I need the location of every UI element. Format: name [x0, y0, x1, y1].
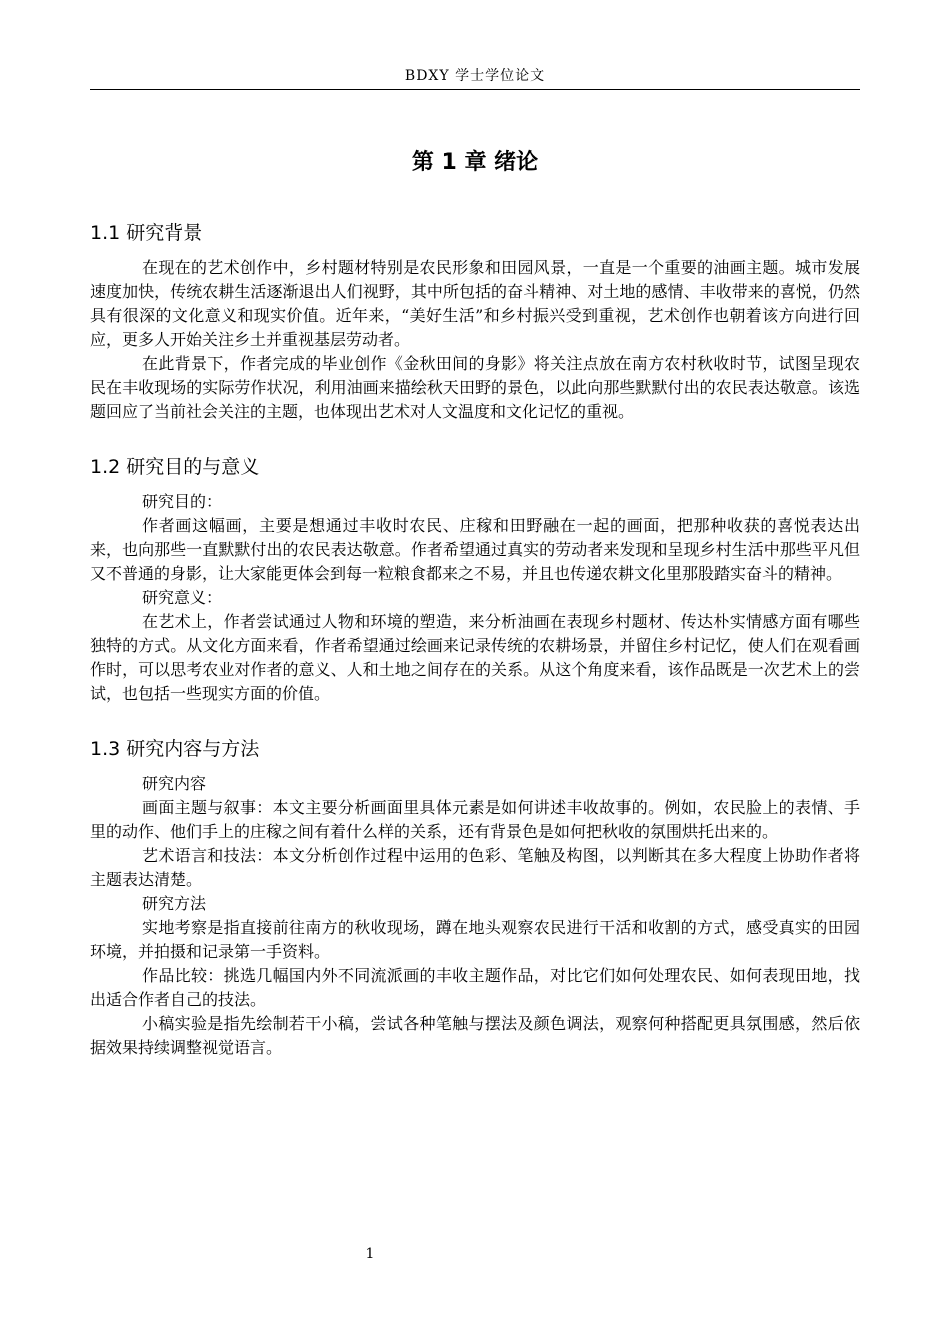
header-rule: [90, 89, 860, 90]
section-research-content-methods: [90, 734, 860, 1060]
paragraph: 作者画这幅画，主要是想通过丰收时农民、庄稼和田野融在一起的画面，把那种收获的喜悦表达出来，也向那些一直默默付出的农民表达敬意。作者希望通过真实的劳动者来发现和呈现乡村生活中那些平凡但又不普通的身影，让大家能更体会到每一粒粮食都来之不易，并且也传递农耕文化里那股踏实奋斗的精神。: [90, 516, 860, 583]
page-number: 1: [365, 1246, 375, 1262]
paragraph: 研究内容: [142, 774, 207, 793]
paragraph: 实地考察是指直接前往南方的秋收现场，蹲在地头观察农民进行干活和收割的方式，感受真实的田园环境，并拍摄和记录第一手资料。: [90, 918, 860, 961]
section-title: 1.3 研究内容与方法: [90, 738, 260, 760]
body-content: [90, 218, 860, 1088]
paragraph: 在艺术上，作者尝试通过人物和环境的塑造，来分析油画在表现乡村题材、传达朴实情感方面有哪些独特的方式。从文化方面来看，作者希望通过绘画来记录传统的农耕场景，并留住乡村记忆，使人们在观看画作时，可以思考农业对作者的意义、人和土地之间存在的关系。从这个角度来看，该作品既是一次艺术上的尝试，也包括一些现实方面的价值。: [90, 612, 860, 703]
section-research-purpose: [90, 452, 860, 706]
paragraph: 小稿实验是指先绘制若干小稿，尝试各种笔触与摆法及颜色调法，观察何种搭配更具氛围感，然后依据效果持续调整视觉语言。: [90, 1014, 860, 1057]
section-title: 1.2 研究目的与意义: [90, 456, 260, 478]
paragraph: 作品比较：挑选几幅国内外不同流派画的丰收主题作品，对比它们如何处理农民、如何表现田地，找出适合作者自己的技法。: [90, 966, 860, 1009]
chapter-title: 第 1 章 绪论: [411, 150, 539, 175]
paragraph: 在现在的艺术创作中，乡村题材特别是农民形象和田园风景，一直是一个重要的油画主题。城市发展速度加快，传统农耕生活逐渐退出人们视野，其中所包括的奋斗精神、对土地的感情、丰收带来的喜悦，仍然具有很深的文化意义和现实价值。近年来，“美好生活”和乡村振兴受到重视，艺术创作也朝着该方向进行回应，更多人开始关注乡土并重视基层劳动者。: [90, 258, 860, 349]
paragraph: 艺术语言和技法：本文分析创作过程中运用的色彩、笔触及构图，以判断其在多大程度上协助作者将主题表达清楚。: [90, 846, 860, 889]
paragraph: 画面主题与叙事：本文主要分析画面里具体元素是如何讲述丰收故事的。例如，农民脸上的表情、手里的动作、他们手上的庄稼之间有着什么样的关系，还有背景色是如何把秋收的氛围烘托出来的。: [90, 798, 860, 841]
section-title: 1.1 研究背景: [90, 222, 203, 244]
paragraph: 研究目的：: [142, 492, 223, 511]
paragraph: 研究方法: [142, 894, 207, 913]
paragraph: 研究意义：: [142, 588, 223, 607]
section-research-background: [90, 218, 860, 424]
paragraph: 在此背景下，作者完成的毕业创作《金秋田间的身影》将关注点放在南方农村秋收时节，试图呈现农民在丰收现场的实际劳作状况，利用油画来描绘秋天田野的景色，以此向那些默默付出的农民表达敬意。该选题回应了当前社会关注的主题，也体现出艺术对人文温度和文化记忆的重视。: [90, 354, 860, 421]
running-header: BDXY 学士学位论文: [404, 68, 546, 84]
